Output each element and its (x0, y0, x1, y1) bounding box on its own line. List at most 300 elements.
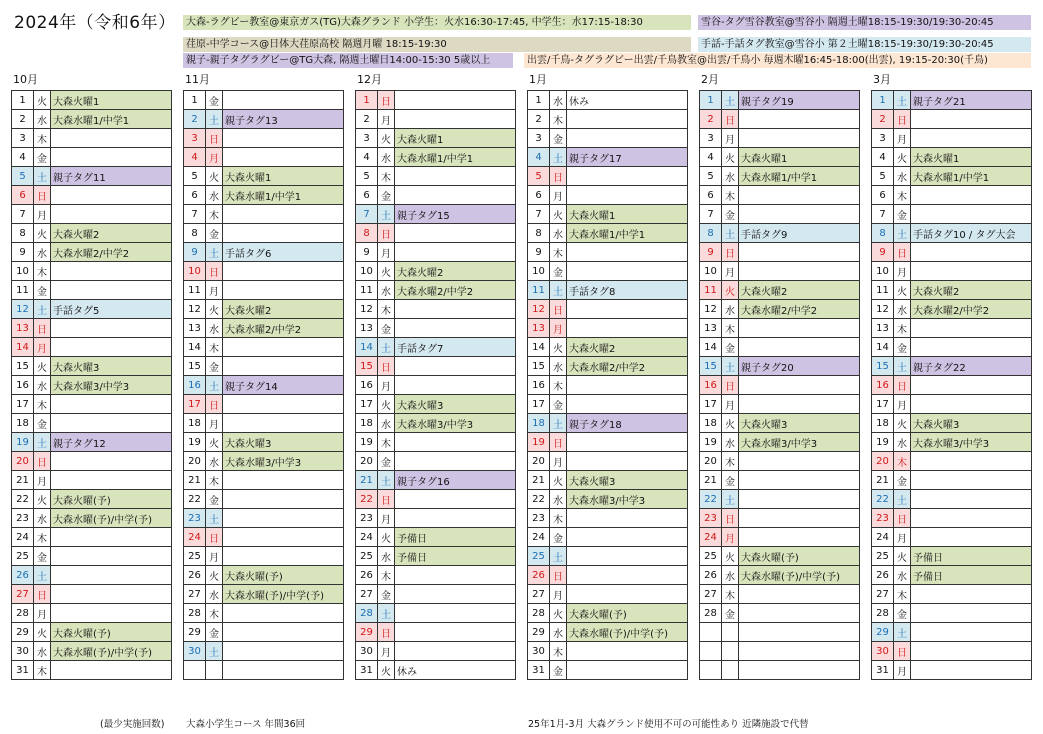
calendar-row (12, 433, 172, 452)
calendar-row (872, 129, 1032, 148)
event-cell (395, 566, 516, 585)
event-cell (223, 395, 344, 414)
calendar-row (184, 167, 344, 186)
day-number: 2 (12, 110, 34, 129)
weekday: 金 (206, 91, 223, 110)
day-number: 24 (700, 528, 722, 547)
calendar-row (872, 566, 1032, 585)
weekday: 木 (34, 661, 51, 680)
weekday: 木 (550, 376, 567, 395)
calendar-row (184, 262, 344, 281)
weekday: 日 (722, 376, 739, 395)
day-number: 19 (700, 433, 722, 452)
calendar-row (12, 528, 172, 547)
event-cell: 親子タグ13 (223, 110, 344, 129)
weekday: 火 (722, 148, 739, 167)
calendar-row (12, 148, 172, 167)
weekday: 日 (378, 357, 395, 376)
day-number: 14 (12, 338, 34, 357)
day-number: 23 (184, 509, 206, 528)
calendar-row (528, 566, 688, 585)
event-cell: 大森火曜1 (567, 205, 688, 224)
event-cell (395, 91, 516, 110)
event-cell (51, 262, 172, 281)
calendar-row (528, 224, 688, 243)
day-number: 31 (356, 661, 378, 680)
event-cell (567, 509, 688, 528)
event-cell (739, 623, 860, 642)
event-cell (911, 452, 1032, 471)
calendar-row (872, 167, 1032, 186)
weekday: 土 (894, 490, 911, 509)
event-cell (223, 528, 344, 547)
event-cell (51, 604, 172, 623)
calendar-row (184, 319, 344, 338)
weekday: 土 (722, 224, 739, 243)
event-cell (739, 452, 860, 471)
calendar-row (356, 395, 516, 414)
calendar-row (184, 585, 344, 604)
weekday: 火 (206, 433, 223, 452)
calendar-row (872, 300, 1032, 319)
event-cell: 親子タグ20 (739, 357, 860, 376)
weekday: 月 (550, 585, 567, 604)
calendar-row (184, 243, 344, 262)
day-number: 17 (700, 395, 722, 414)
day-number: 3 (872, 129, 894, 148)
calendar-row (184, 623, 344, 642)
day-number: 21 (700, 471, 722, 490)
event-cell: 大森火曜(予) (51, 490, 172, 509)
day-number: 20 (528, 452, 550, 471)
day-number: 11 (12, 281, 34, 300)
event-cell: 大森火曜1 (739, 148, 860, 167)
weekday: 日 (722, 110, 739, 129)
event-cell (395, 623, 516, 642)
event-cell (567, 452, 688, 471)
day-number: 8 (700, 224, 722, 243)
day-number: 14 (184, 338, 206, 357)
calendar-row (356, 547, 516, 566)
calendar-row (184, 186, 344, 205)
legend-izumo-chidori-text: 出雲/千鳥-タグラグビー出雲/千鳥教室@出雲/千鳥小 毎週木曜16:45-18:00(出雲), 19:15-20:30(千鳥) (527, 55, 988, 66)
day-number: 30 (12, 642, 34, 661)
weekday: 木 (894, 585, 911, 604)
day-number: 20 (356, 452, 378, 471)
calendar-row (12, 376, 172, 395)
calendar-row (700, 129, 860, 148)
event-cell (223, 604, 344, 623)
day-number: 10 (872, 262, 894, 281)
day-number: 25 (700, 547, 722, 566)
event-cell (911, 186, 1032, 205)
weekday: 木 (206, 338, 223, 357)
weekday: 月 (722, 528, 739, 547)
day-number: 10 (700, 262, 722, 281)
weekday: 水 (894, 566, 911, 585)
event-cell (911, 338, 1032, 357)
calendar-row (356, 452, 516, 471)
calendar-row (12, 623, 172, 642)
event-cell: 親子タグ22 (911, 357, 1032, 376)
day-number: 5 (700, 167, 722, 186)
day-number: 9 (872, 243, 894, 262)
day-number: 15 (700, 357, 722, 376)
weekday: 水 (206, 186, 223, 205)
calendar-row (356, 623, 516, 642)
day-number: 21 (356, 471, 378, 490)
calendar-row (700, 262, 860, 281)
calendar-row (184, 547, 344, 566)
event-cell (395, 490, 516, 509)
event-cell: 大森水曜2/中学2 (223, 319, 344, 338)
weekday: 火 (378, 661, 395, 680)
event-cell (739, 661, 860, 680)
event-cell (223, 547, 344, 566)
event-cell (567, 129, 688, 148)
weekday: 土 (206, 243, 223, 262)
event-cell: 大森火曜3 (223, 433, 344, 452)
weekday: 水 (206, 319, 223, 338)
event-cell: 手話タグ5 (51, 300, 172, 319)
event-cell (395, 452, 516, 471)
event-cell: 親子タグ15 (395, 205, 516, 224)
day-number: 29 (356, 623, 378, 642)
day-number: 27 (12, 585, 34, 604)
day-number: 11 (700, 281, 722, 300)
day-number: 6 (700, 186, 722, 205)
weekday: 水 (550, 490, 567, 509)
weekday: 水 (378, 281, 395, 300)
day-number: 31 (528, 661, 550, 680)
weekday: 月 (894, 661, 911, 680)
day-number: 24 (872, 528, 894, 547)
calendar-row (528, 357, 688, 376)
day-number: 9 (12, 243, 34, 262)
legend-omori (183, 15, 691, 30)
event-cell (567, 433, 688, 452)
day-number: 10 (356, 262, 378, 281)
weekday: 火 (722, 414, 739, 433)
calendar-row (356, 357, 516, 376)
event-cell (739, 376, 860, 395)
event-cell: 大森火曜2 (395, 262, 516, 281)
day-number: 5 (356, 167, 378, 186)
calendar-row (700, 376, 860, 395)
day-number: 9 (356, 243, 378, 262)
event-cell (51, 395, 172, 414)
event-cell: 親子タグ17 (567, 148, 688, 167)
day-number: 19 (12, 433, 34, 452)
weekday: 水 (206, 585, 223, 604)
weekday: 土 (894, 623, 911, 642)
weekday: 土 (550, 547, 567, 566)
weekday: 土 (34, 433, 51, 452)
event-cell (395, 186, 516, 205)
event-cell: 予備日 (395, 528, 516, 547)
calendar-row (184, 414, 344, 433)
event-cell (739, 186, 860, 205)
weekday: 月 (722, 262, 739, 281)
weekday: 日 (550, 433, 567, 452)
event-cell (395, 604, 516, 623)
event-cell (395, 357, 516, 376)
weekday: 火 (34, 91, 51, 110)
calendar-row (356, 338, 516, 357)
day-number (700, 642, 722, 661)
event-cell: 大森水曜(予)/中学(予) (51, 642, 172, 661)
weekday: 水 (722, 300, 739, 319)
event-cell (51, 129, 172, 148)
calendar-row (12, 547, 172, 566)
note-ground: 25年1月-3月 大森グランド使用不可の可能性あり 近隣施設で代替 (528, 719, 809, 730)
calendar-row (872, 243, 1032, 262)
weekday: 木 (722, 186, 739, 205)
calendar-row (184, 661, 344, 680)
event-cell: 大森火曜(予) (567, 604, 688, 623)
weekday: 木 (378, 167, 395, 186)
weekday: 金 (894, 205, 911, 224)
event-cell (223, 281, 344, 300)
weekday: 土 (378, 205, 395, 224)
calendar-row (12, 471, 172, 490)
event-cell (911, 623, 1032, 642)
calendar-row (700, 186, 860, 205)
day-number: 2 (872, 110, 894, 129)
day-number: 11 (356, 281, 378, 300)
calendar-row (872, 148, 1032, 167)
calendar-row (184, 509, 344, 528)
event-cell (567, 319, 688, 338)
weekday: 金 (34, 414, 51, 433)
day-number: 27 (184, 585, 206, 604)
event-cell (223, 91, 344, 110)
weekday: 月 (34, 338, 51, 357)
calendar-row (700, 281, 860, 300)
calendar-row (700, 604, 860, 623)
calendar-row (528, 129, 688, 148)
event-cell: 大森水曜(予)/中学(予) (51, 509, 172, 528)
weekday: 土 (894, 357, 911, 376)
event-cell (395, 167, 516, 186)
event-cell (223, 262, 344, 281)
day-number (700, 623, 722, 642)
weekday: 日 (206, 129, 223, 148)
day-number: 21 (872, 471, 894, 490)
event-cell: 親子タグ21 (911, 91, 1032, 110)
calendar-row (184, 148, 344, 167)
event-cell: 大森火曜3 (567, 471, 688, 490)
event-cell: 大森火曜2 (911, 281, 1032, 300)
weekday: 水 (722, 167, 739, 186)
day-number: 12 (528, 300, 550, 319)
weekday: 月 (34, 471, 51, 490)
calendar-row (184, 604, 344, 623)
month-calendar (355, 90, 516, 680)
event-cell (739, 395, 860, 414)
calendar-row (872, 357, 1032, 376)
calendar-row (528, 205, 688, 224)
calendar-row (12, 585, 172, 604)
event-cell (911, 661, 1032, 680)
month-calendar (871, 90, 1032, 680)
weekday: 金 (378, 186, 395, 205)
event-cell (911, 585, 1032, 604)
day-number: 2 (528, 110, 550, 129)
calendar-row (356, 661, 516, 680)
weekday: 水 (722, 433, 739, 452)
weekday: 水 (34, 376, 51, 395)
event-cell: 大森火曜3 (51, 357, 172, 376)
weekday: 日 (894, 376, 911, 395)
event-cell (911, 262, 1032, 281)
calendar-row (700, 642, 860, 661)
calendar-row (184, 205, 344, 224)
event-cell (567, 585, 688, 604)
calendar-row (356, 490, 516, 509)
event-cell: 大森水曜1/中学1 (567, 224, 688, 243)
event-cell: 大森水曜3/中学3 (739, 433, 860, 452)
weekday: 金 (894, 604, 911, 623)
day-number: 3 (356, 129, 378, 148)
weekday: 金 (206, 490, 223, 509)
event-cell (51, 205, 172, 224)
calendar-row (184, 281, 344, 300)
calendar-row (12, 414, 172, 433)
weekday: 水 (34, 642, 51, 661)
calendar-row (356, 224, 516, 243)
event-cell: 大森火曜3 (739, 414, 860, 433)
calendar-row (356, 110, 516, 129)
calendar-row (356, 281, 516, 300)
event-cell (223, 148, 344, 167)
event-cell (911, 509, 1032, 528)
event-cell (395, 585, 516, 604)
event-cell (739, 205, 860, 224)
weekday: 金 (34, 148, 51, 167)
calendar-row (528, 243, 688, 262)
day-number: 26 (700, 566, 722, 585)
day-number: 19 (528, 433, 550, 452)
calendar-row (12, 243, 172, 262)
weekday: 金 (206, 623, 223, 642)
weekday: 金 (34, 547, 51, 566)
event-cell (911, 604, 1032, 623)
legend-oyako-text: 親子-親子タグラグビー@TG大森, 隔週土曜日14:00-15:30 5歳以上 (186, 55, 491, 66)
event-cell: 大森水曜3/中学3 (911, 433, 1032, 452)
event-cell (223, 490, 344, 509)
day-number: 19 (356, 433, 378, 452)
calendar-row (700, 300, 860, 319)
calendar-row (872, 395, 1032, 414)
calendar-row (700, 148, 860, 167)
page-title: 2024年（令和6年） (14, 13, 176, 33)
calendar-row (12, 205, 172, 224)
calendar-row (700, 167, 860, 186)
day-number: 6 (184, 186, 206, 205)
weekday (722, 661, 739, 680)
calendar-row (184, 528, 344, 547)
calendar-row (12, 452, 172, 471)
day-number: 13 (12, 319, 34, 338)
day-number: 16 (872, 376, 894, 395)
calendar-row (184, 376, 344, 395)
day-number: 3 (528, 129, 550, 148)
event-cell (567, 300, 688, 319)
day-number: 18 (184, 414, 206, 433)
event-cell (223, 471, 344, 490)
event-cell: 大森水曜1/中学1 (223, 186, 344, 205)
event-cell (739, 129, 860, 148)
event-cell: 大森水曜3/中学3 (51, 376, 172, 395)
weekday: 金 (722, 205, 739, 224)
weekday: 月 (206, 414, 223, 433)
weekday (206, 661, 223, 680)
weekday: 土 (206, 642, 223, 661)
day-number: 27 (356, 585, 378, 604)
weekday: 木 (550, 110, 567, 129)
calendar-row (872, 281, 1032, 300)
calendar-row (12, 604, 172, 623)
calendar-row (872, 262, 1032, 281)
day-number: 15 (872, 357, 894, 376)
calendar-row (872, 224, 1032, 243)
note-annual: 大森小学生コース 年間36回 (186, 719, 306, 730)
calendar-row (700, 357, 860, 376)
day-number: 12 (184, 300, 206, 319)
day-number: 28 (356, 604, 378, 623)
weekday: 月 (378, 509, 395, 528)
legend-ebara (183, 37, 691, 52)
weekday: 月 (722, 395, 739, 414)
event-cell (51, 661, 172, 680)
weekday: 月 (894, 395, 911, 414)
event-cell (395, 319, 516, 338)
calendar-row (12, 642, 172, 661)
weekday: 日 (894, 642, 911, 661)
calendar-row (356, 262, 516, 281)
day-number: 25 (528, 547, 550, 566)
event-cell: 予備日 (911, 566, 1032, 585)
calendar-row (872, 338, 1032, 357)
event-cell (911, 471, 1032, 490)
day-number: 22 (700, 490, 722, 509)
legend-izumo-chidori (524, 53, 1031, 68)
day-number: 27 (700, 585, 722, 604)
event-cell: 大森火曜2 (51, 224, 172, 243)
calendar-row (700, 661, 860, 680)
weekday: 火 (206, 167, 223, 186)
event-cell: 親子タグ11 (51, 167, 172, 186)
day-number: 18 (700, 414, 722, 433)
day-number: 17 (528, 395, 550, 414)
weekday: 金 (894, 471, 911, 490)
weekday: 火 (894, 414, 911, 433)
day-number: 20 (184, 452, 206, 471)
calendar-row (700, 566, 860, 585)
day-number: 16 (184, 376, 206, 395)
day-number: 18 (356, 414, 378, 433)
day-number: 28 (184, 604, 206, 623)
weekday: 木 (206, 471, 223, 490)
calendar-row (700, 224, 860, 243)
day-number: 8 (872, 224, 894, 243)
event-cell (739, 490, 860, 509)
day-number: 8 (528, 224, 550, 243)
weekday: 木 (722, 585, 739, 604)
event-cell (567, 566, 688, 585)
weekday: 木 (550, 243, 567, 262)
